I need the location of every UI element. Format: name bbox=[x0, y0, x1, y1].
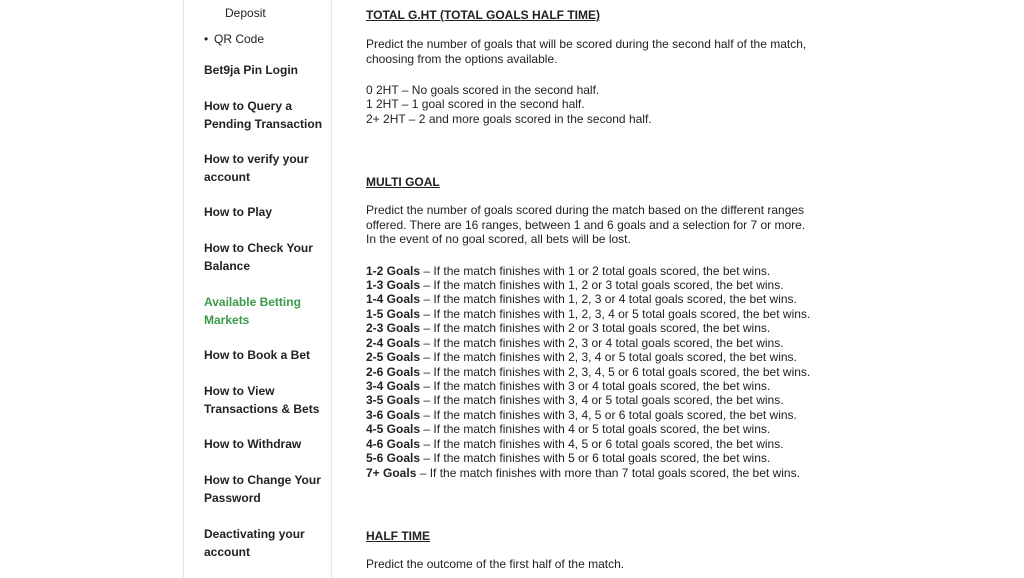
multi-goal-text: – If the match finishes with 1 or 2 total goals scored, the bet wins. bbox=[420, 263, 771, 278]
sidebar-item-deactivate-account[interactable]: Deactivating your account bbox=[204, 527, 305, 559]
sidebar-item-withdraw[interactable]: How to Withdraw bbox=[204, 437, 302, 451]
multi-goal-text: – If the match finishes with 2, 3, 4 or 5 total goals scored, the bet wins. bbox=[420, 350, 797, 365]
multi-goal-item bbox=[366, 336, 784, 351]
sidebar-item-view-transactions[interactable]: How to View Transactions & Bets bbox=[204, 384, 320, 416]
multi-goal-label: 1-3 Goals bbox=[366, 277, 421, 292]
multi-goal-item bbox=[366, 321, 770, 336]
sidebar-item-verify-account[interactable]: How to verify your account bbox=[204, 152, 309, 184]
bullet-icon: • bbox=[204, 32, 209, 46]
multi-goal-text: – If the match finishes with 1, 2, 3 or 4 total goals scored, the bet wins. bbox=[420, 292, 797, 307]
section-heading-total-ght: TOTAL G.HT (TOTAL GOALS HALF TIME) bbox=[366, 8, 600, 22]
multi-goal-label: 3-4 Goals bbox=[366, 378, 421, 393]
sidebar-item-how-to-play[interactable]: How to Play bbox=[204, 205, 273, 219]
multi-goal-label: 4-5 Goals bbox=[366, 422, 421, 437]
multi-goal-text: – If the match finishes with 1, 2 or 3 total goals scored, the bet wins. bbox=[420, 277, 784, 292]
multi-goal-text: – If the match finishes with more than 7 total goals scored, the bet wins. bbox=[416, 465, 800, 480]
multi-goal-label: 2-3 Goals bbox=[366, 321, 421, 336]
multi-goal-label: 3-5 Goals bbox=[366, 393, 421, 408]
multi-goal-item bbox=[366, 307, 810, 322]
sidebar-item-pin-login[interactable]: Bet9ja Pin Login bbox=[204, 63, 299, 77]
multi-goal-text: – If the match finishes with 2, 3, 4, 5 or 6 total goals scored, the bet wins. bbox=[420, 364, 811, 379]
sidebar-item-change-password[interactable]: How to Change Your Password bbox=[204, 473, 321, 505]
option-line: 0 2HT – No goals scored in the second half. bbox=[366, 83, 600, 97]
section-heading-multi-goal: MULTI GOAL bbox=[366, 175, 440, 189]
sidebar-item-label: QR Code bbox=[214, 32, 265, 46]
multi-goal-item bbox=[366, 437, 784, 452]
section-description: Predict the number of goals scored during the match based on the different ranges offered. There are 16 ranges, between 1 and 6 goals and a selection for 7 or more. In the event of no goal scored, all bets will be lost. bbox=[366, 203, 806, 246]
multi-goal-item bbox=[366, 379, 770, 394]
sidebar-item-qr-code[interactable] bbox=[204, 31, 264, 48]
sidebar bbox=[183, 0, 332, 578]
multi-goal-item bbox=[366, 278, 784, 293]
option-line: 2+ 2HT – 2 and more goals scored in the second half. bbox=[366, 112, 652, 126]
multi-goal-item bbox=[366, 451, 770, 466]
multi-goal-label: 1-4 Goals bbox=[366, 292, 421, 307]
multi-goal-text: – If the match finishes with 2 or 3 total goals scored, the bet wins. bbox=[420, 321, 771, 336]
multi-goal-text: – If the match finishes with 5 or 6 total goals scored, the bet wins. bbox=[420, 451, 771, 466]
option-line: 1 2HT – 1 goal scored in the second half. bbox=[366, 97, 585, 111]
sidebar-item-book-bet[interactable]: How to Book a Bet bbox=[204, 348, 311, 362]
multi-goal-text: – If the match finishes with 3 or 4 total goals scored, the bet wins. bbox=[420, 378, 771, 393]
multi-goal-item bbox=[366, 350, 797, 365]
multi-goal-label: 2-4 Goals bbox=[366, 335, 421, 350]
multi-goal-item bbox=[366, 264, 770, 279]
multi-goal-item bbox=[366, 365, 810, 380]
multi-goal-item bbox=[366, 422, 770, 437]
multi-goal-item bbox=[366, 466, 800, 481]
multi-goal-label: 4-6 Goals bbox=[366, 436, 421, 451]
multi-goal-label: 1-2 Goals bbox=[366, 263, 421, 278]
multi-goal-label: 2-5 Goals bbox=[366, 350, 421, 365]
sidebar-item-deposit[interactable]: Deposit bbox=[225, 6, 266, 20]
section-description: Predict the outcome of the first half of the match. bbox=[366, 557, 625, 571]
multi-goal-label: 3-6 Goals bbox=[366, 407, 421, 422]
sidebar-item-betting-markets[interactable]: Available Betting Markets bbox=[204, 295, 301, 327]
section-description: Predict the number of goals that will be scored during the second half of the match, choosing from the options available. bbox=[366, 37, 807, 66]
multi-goal-item bbox=[366, 292, 797, 307]
multi-goal-label: 2-6 Goals bbox=[366, 364, 421, 379]
multi-goal-text: – If the match finishes with 3, 4 or 5 total goals scored, the bet wins. bbox=[420, 393, 784, 408]
multi-goal-label: 7+ Goals bbox=[366, 465, 417, 480]
multi-goal-label: 1-5 Goals bbox=[366, 306, 421, 321]
multi-goal-item bbox=[366, 393, 784, 408]
multi-goal-text: – If the match finishes with 4 or 5 total goals scored, the bet wins. bbox=[420, 422, 771, 437]
multi-goal-label: 5-6 Goals bbox=[366, 451, 421, 466]
section-heading-half-time: HALF TIME bbox=[366, 529, 430, 543]
multi-goal-text: – If the match finishes with 3, 4, 5 or 6 total goals scored, the bet wins. bbox=[420, 407, 797, 422]
multi-goal-text: – If the match finishes with 1, 2, 3, 4 or 5 total goals scored, the bet wins. bbox=[420, 306, 811, 321]
multi-goal-item bbox=[366, 408, 797, 423]
sidebar-item-query-pending[interactable]: How to Query a Pending Transaction bbox=[204, 99, 323, 131]
sidebar-item-check-balance[interactable]: How to Check Your Balance bbox=[204, 241, 313, 273]
multi-goal-text: – If the match finishes with 2, 3 or 4 total goals scored, the bet wins. bbox=[420, 335, 784, 350]
multi-goal-text: – If the match finishes with 4, 5 or 6 total goals scored, the bet wins. bbox=[420, 436, 784, 451]
